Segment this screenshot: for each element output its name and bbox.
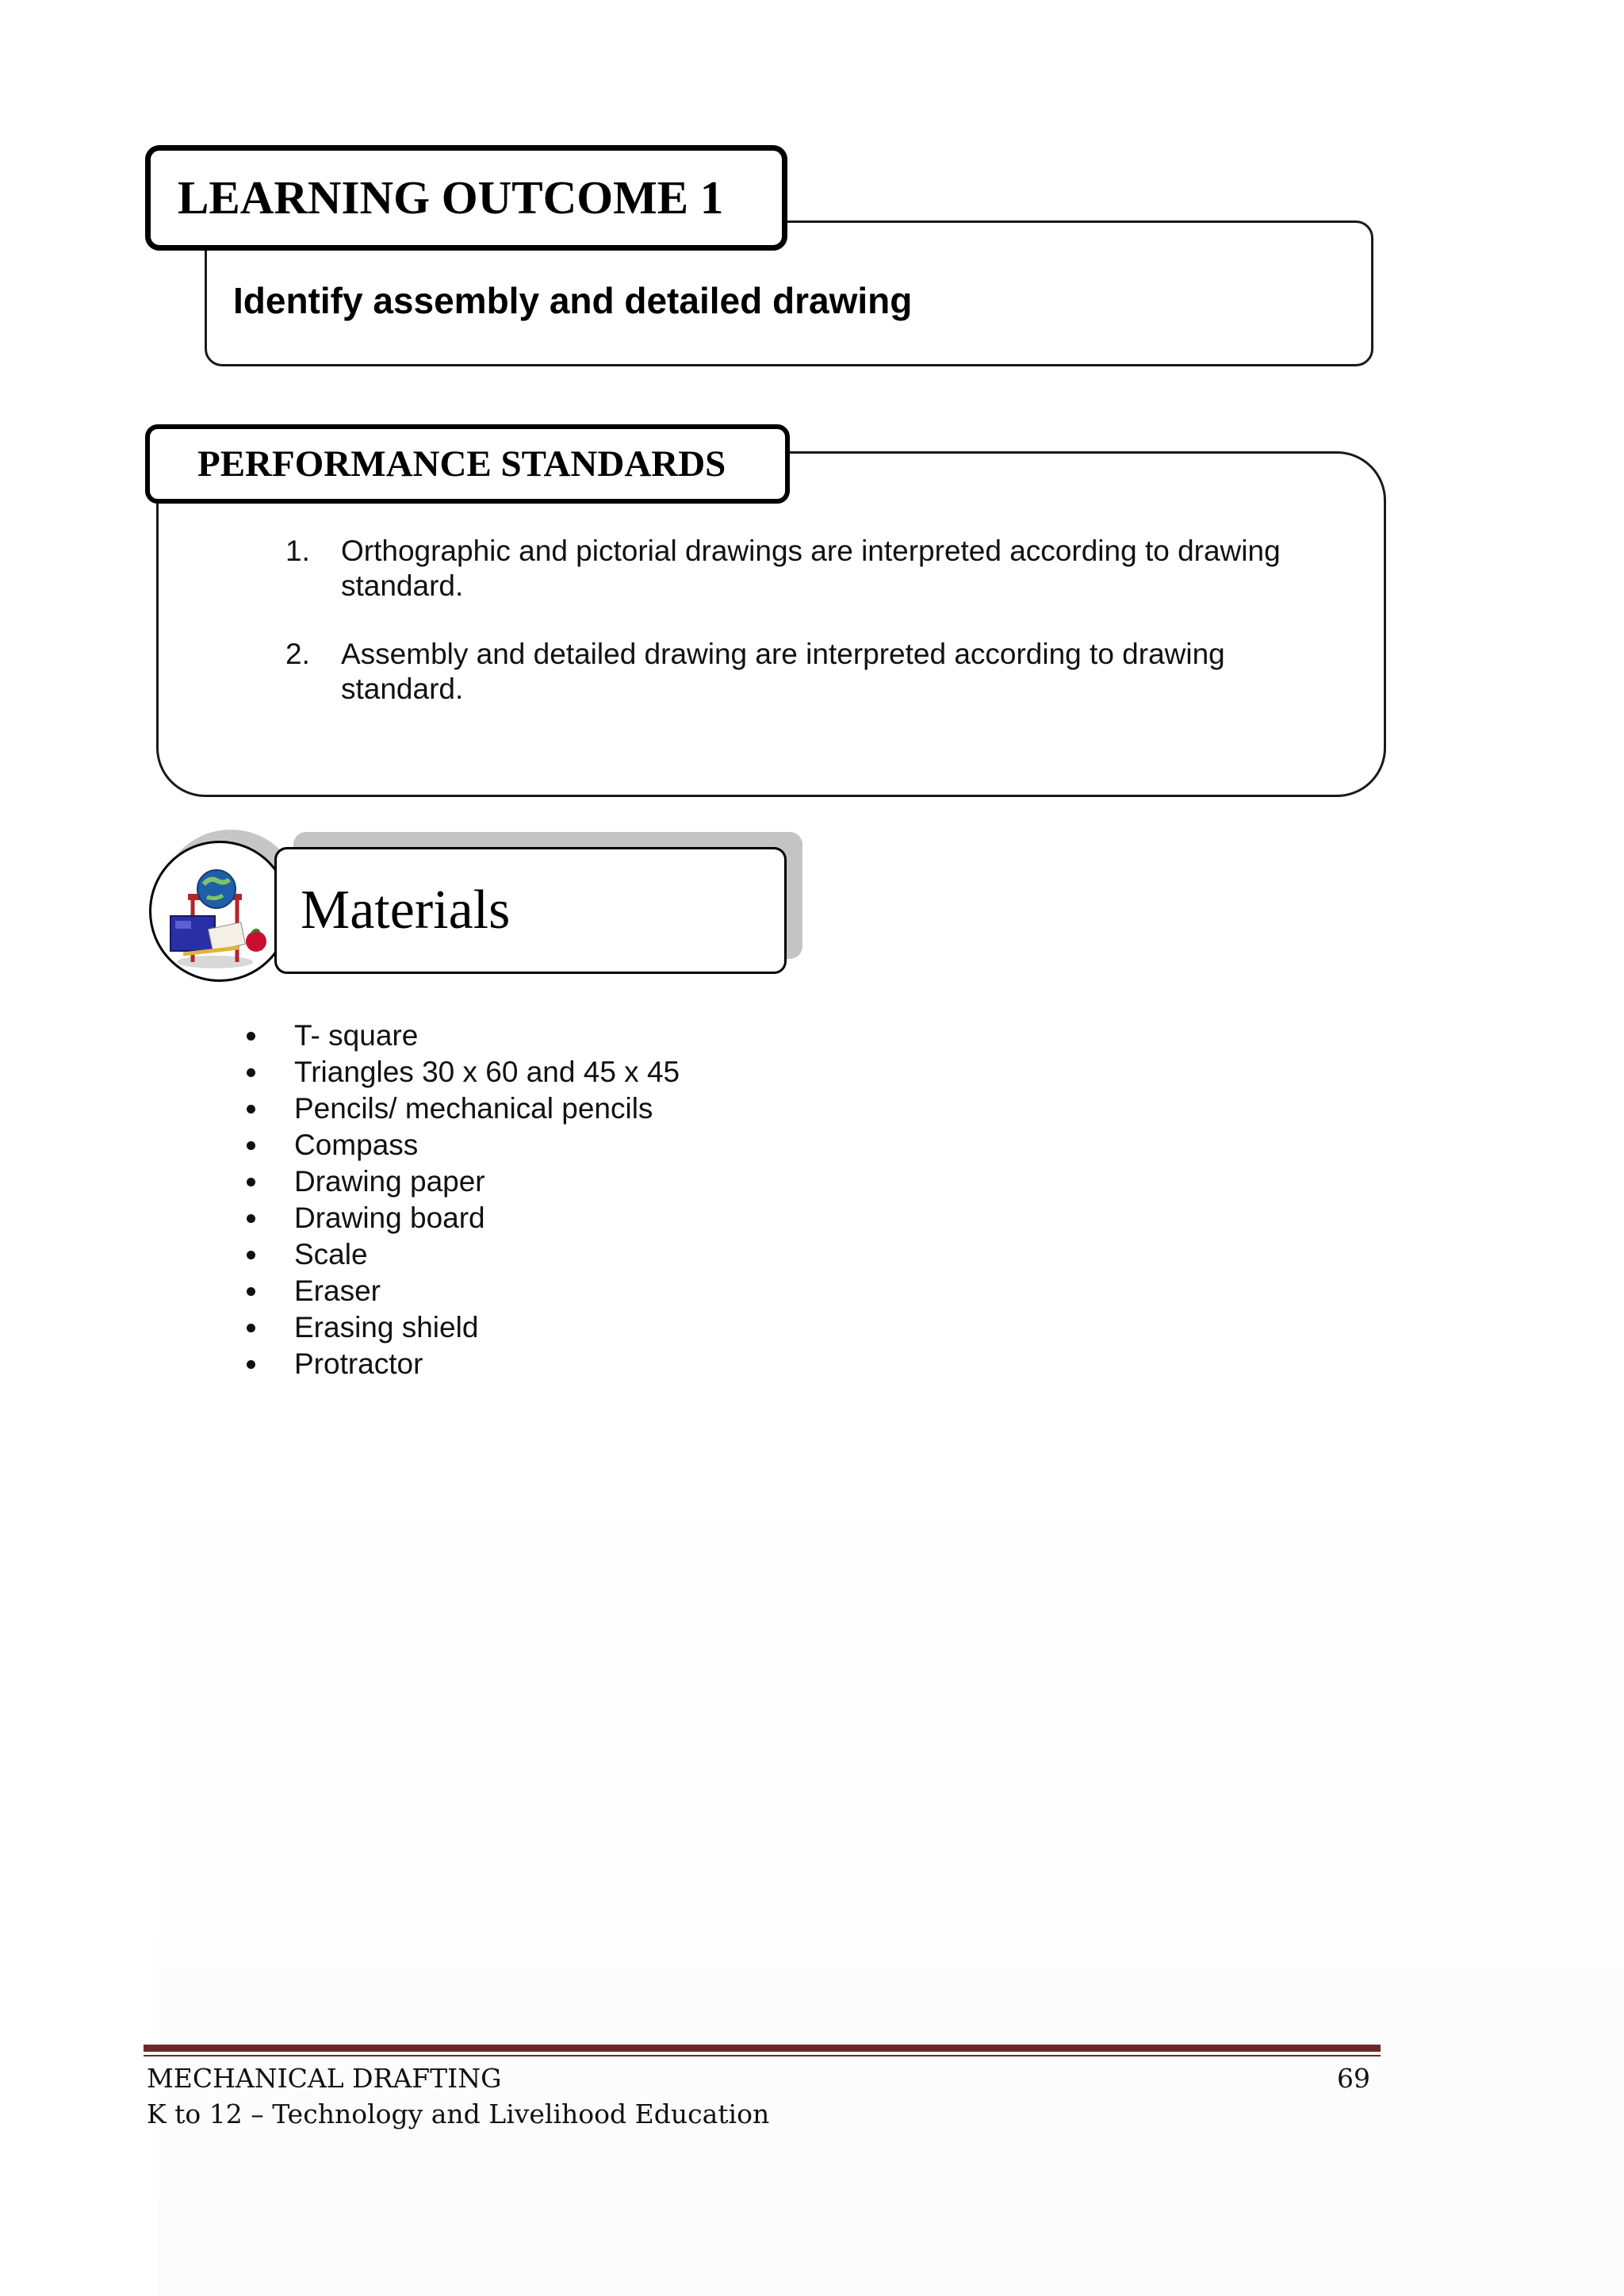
footer-rule-thin: [144, 2055, 1381, 2056]
performance-standards-heading: PERFORMANCE STANDARDS: [145, 424, 790, 504]
list-item: [285, 637, 1340, 707]
item-text: Assembly and detailed drawing are interpreted according to drawing standard.: [341, 638, 1225, 705]
footer-text: [147, 2060, 769, 2132]
school-supplies-icon-art: [151, 843, 288, 979]
materials-list: [242, 1018, 680, 1382]
list-item: Compass: [242, 1127, 680, 1163]
list-item: Scale: [242, 1236, 680, 1273]
school-supplies-icon: [149, 841, 290, 982]
item-number: 2.: [285, 638, 310, 670]
footer-subject: MECHANICAL DRAFTING: [147, 2063, 502, 2094]
learning-outcome-text: Identify assembly and detailed drawing: [233, 280, 913, 321]
list-item: [285, 534, 1340, 604]
page-number: 69: [1337, 2063, 1370, 2094]
performance-standards-list: [285, 534, 1340, 740]
footer-program: K to 12 – Technology and Livelihood Education: [147, 2099, 770, 2129]
list-item: Drawing paper: [242, 1163, 680, 1200]
list-item: Drawing board: [242, 1200, 680, 1236]
footer-rule: [144, 2045, 1381, 2052]
item-number: 1.: [285, 535, 310, 567]
list-item: Erasing shield: [242, 1309, 680, 1346]
materials-heading: Materials: [274, 847, 787, 974]
learning-outcome-heading: LEARNING OUTCOME 1: [145, 145, 787, 251]
page-background: [159, 1428, 1624, 2296]
list-item: Triangles 30 x 60 and 45 x 45: [242, 1054, 680, 1091]
list-item: T- square: [242, 1018, 680, 1054]
list-item: Eraser: [242, 1273, 680, 1309]
list-item: Pencils/ mechanical pencils: [242, 1091, 680, 1127]
list-item: Protractor: [242, 1346, 680, 1382]
item-text: Orthographic and pictorial drawings are interpreted according to drawing standard.: [341, 535, 1281, 602]
